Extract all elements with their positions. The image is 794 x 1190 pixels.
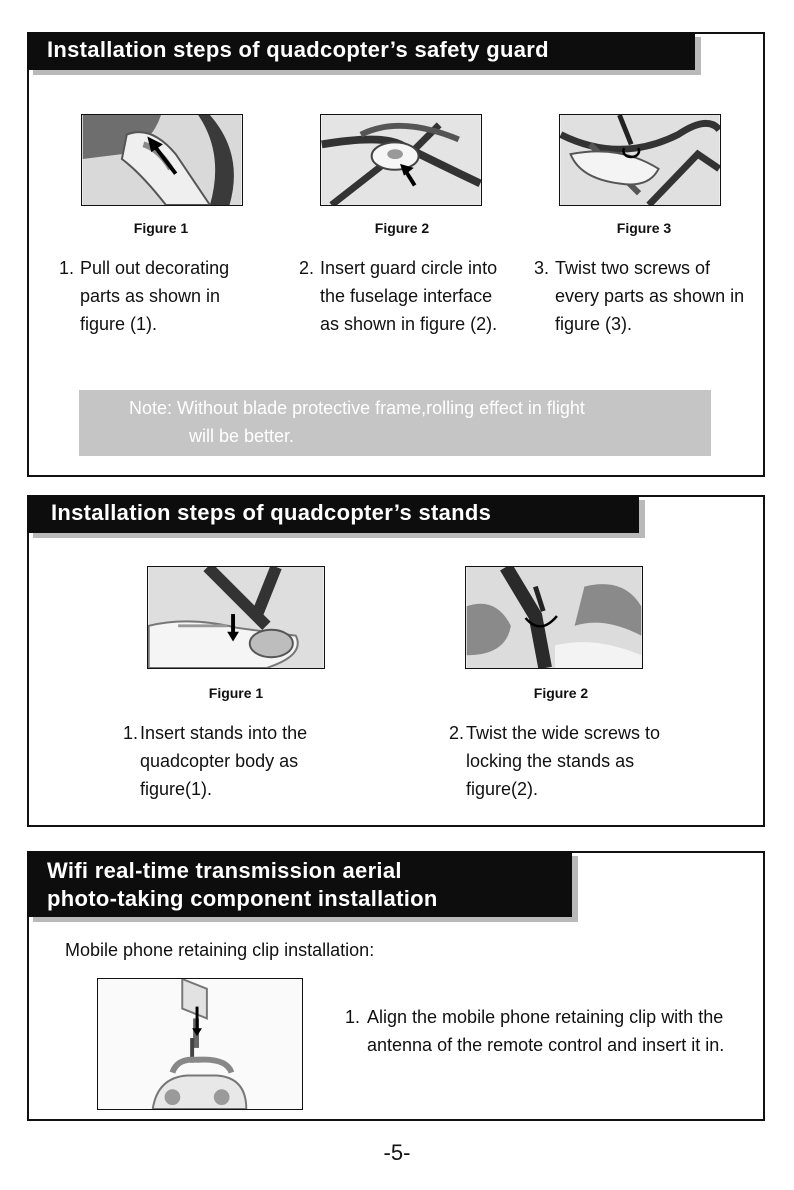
step-number: 1. (345, 1007, 361, 1027)
safety-guard-figure-1 (81, 114, 243, 206)
safety-guard-caption-2: Figure 2 (374, 220, 430, 236)
stands-figure-1 (147, 566, 325, 669)
step-text: Twist the wide screws to locking the stands as figure(2). (466, 723, 661, 799)
stands-step-2 (449, 719, 719, 803)
clip-installation-subtitle: Mobile phone retaining clip installation: (65, 940, 375, 960)
step-number: 1. (123, 723, 139, 743)
safety-guard-caption-1: Figure 1 (133, 220, 189, 236)
wifi-component-heading (27, 851, 572, 917)
safety-guard-step-2 (299, 254, 514, 338)
step-number: 1. (59, 258, 75, 278)
stands-step-1 (123, 719, 363, 803)
safety-guard-figure-2 (320, 114, 482, 206)
step-text: Align the mobile phone retaining clip with the antenna of the remote control and insert it in. (367, 1007, 725, 1055)
safety-guard-step-1 (59, 254, 274, 338)
safety-guard-caption-3: Figure 3 (616, 220, 672, 236)
note-box (79, 390, 711, 456)
clip-figure (97, 978, 303, 1110)
step-number: 3. (534, 258, 550, 278)
heading-line-2: photo-taking component installation (47, 886, 438, 911)
safety-guard-section (27, 32, 765, 477)
step-text: Twist two screws of every parts as shown in figure (3). (555, 258, 745, 334)
step-number: 2. (299, 258, 315, 278)
clip-step-1 (345, 1003, 745, 1059)
step-number: 2. (449, 723, 465, 743)
stands-figure-2 (465, 566, 643, 669)
safety-guard-step-3 (534, 254, 759, 338)
wifi-component-section (27, 851, 765, 1121)
stands-section (27, 495, 765, 827)
note-line-1: Note: Without blade protective frame,rolling effect in flight (129, 398, 585, 418)
stands-caption-2: Figure 2 (533, 685, 589, 701)
note-line-2: will be better. (189, 426, 295, 446)
stands-caption-1: Figure 1 (208, 685, 264, 701)
safety-guard-figure-3 (559, 114, 721, 206)
stands-heading: Installation steps of quadcopter’s stands (27, 495, 639, 533)
safety-guard-heading: Installation steps of quadcopter’s safety guard (27, 32, 695, 70)
step-text: Insert guard circle into the fuselage interface as shown in figure (2). (320, 258, 498, 334)
page-number: -5- (383, 1140, 411, 1165)
heading-line-1: Wifi real-time transmission aerial (47, 858, 402, 883)
step-text: Pull out decorating parts as shown in figure (1). (80, 258, 230, 334)
step-text: Insert stands into the quadcopter body as figure(1). (140, 723, 308, 799)
